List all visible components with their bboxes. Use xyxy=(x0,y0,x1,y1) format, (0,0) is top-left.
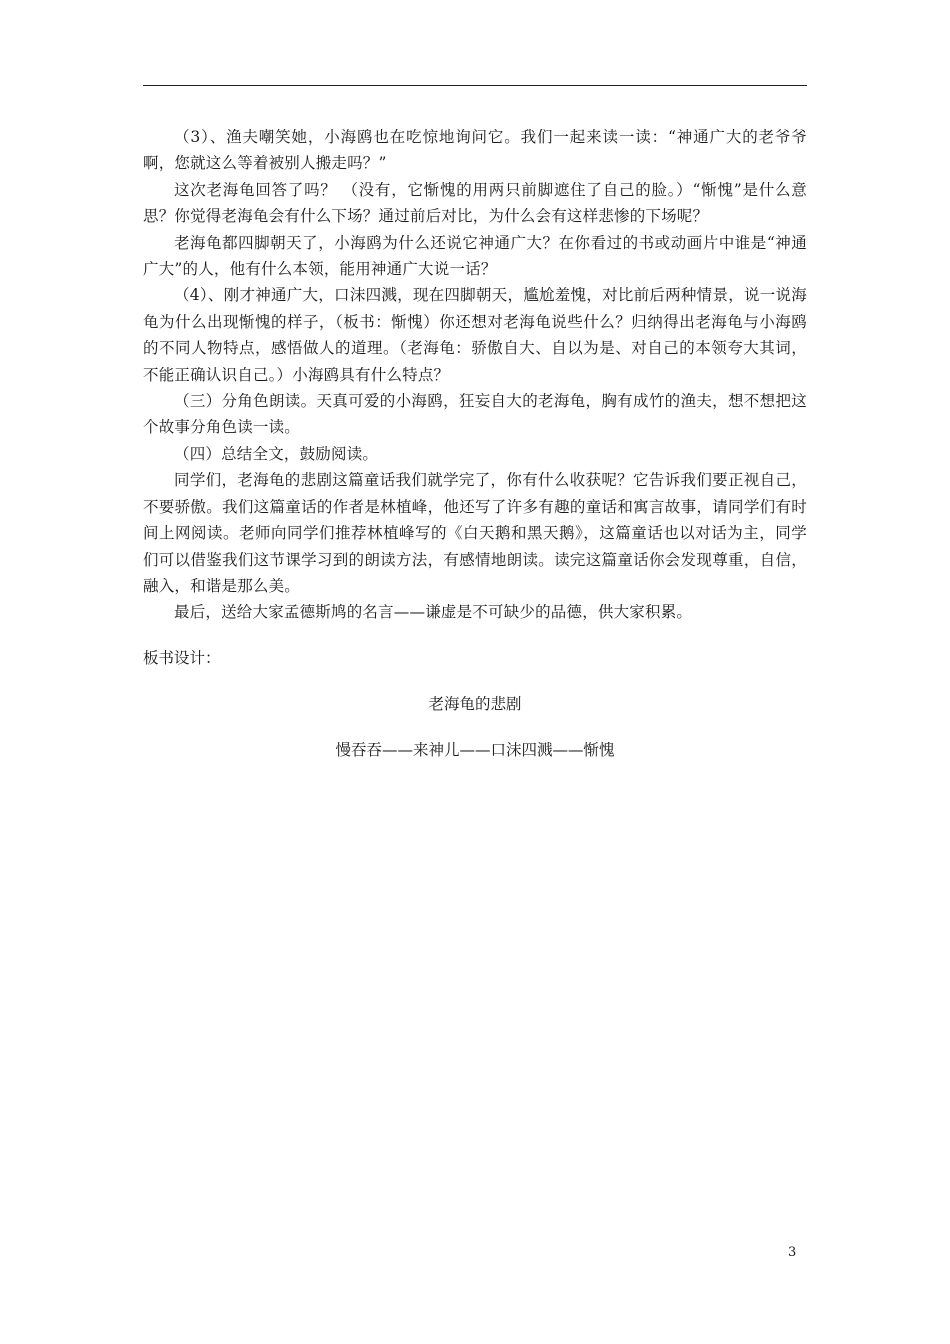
paragraph-shame-question: 这次老海龟回答了吗？ （没有，它惭愧的用两只前脚遮住了自己的脸。）“惭愧”是什么意思？你觉得老海龟会有什么下场？通过前后对比，为什么会有这样悲惨的下场呢？ xyxy=(143,180,807,226)
page-number: 3 xyxy=(788,1245,797,1260)
document-body xyxy=(143,124,807,763)
paragraph-closing-quote: 最后，送给大家孟德斯鸠的名言——谦虚是不可缺少的品德，供大家积累。 xyxy=(174,603,693,622)
board-design-label: 板书设计： xyxy=(143,648,221,667)
board-design-sequence: 慢吞吞——来神儿——口沫四溅——惭愧 xyxy=(335,740,615,759)
paragraph-summary: 同学们，老海龟的悲剧这篇童话我们就学完了，你有什么收获呢？它告诉我们要正视自己，不要骄傲。我们这篇童话的作者是林植峰，他还写了许多有趣的童话和寓言故事，请同学们有时间上网阅读。老师向同学们推荐林植峰写的《白天鹅和黑天鹅》，这篇童话也以对话为主，同学们可以借鉴我们这节课学习到的朗读方法，有感情地朗读。读完这篇童话你会发现尊重，自信，融入，和谐是那么美。 xyxy=(143,471,807,595)
paragraph-reading-4: （4）、刚才神通广大，口沫四溅，现在四脚朝天，尴尬羞愧，对比前后两种情景，说一说海龟为什么出现惭愧的样子，（板书：惭愧）你还想对老海龟说些什么？归纳得出老海龟与小海鸥的不同人物特点，感悟做人的道理。（老海龟：骄傲自大、自以为是、对自己的本领夸大其词，不能正确认识自己。）小海鸥具有什么特点？ xyxy=(143,286,807,384)
paragraph-reading-3: （3）、渔夫嘲笑她，小海鸥也在吃惊地询问它。我们一起来读一读：“神通广大的老爷爷啊，您就这么等着被别人搬走吗？” xyxy=(143,128,807,173)
board-design-title: 老海龟的悲剧 xyxy=(428,694,522,713)
header-rule xyxy=(143,85,807,86)
paragraph-role-reading: （三）分角色朗读。天真可爱的小海鸥，狂妄自大的老海龟，胸有成竹的渔夫，想不想把这个故事分角色读一读。 xyxy=(143,392,807,437)
paragraph-powerful-question: 老海龟都四脚朝天了，小海鸥为什么还说它神通广大？在你看过的书或动画片中谁是“神通广大”的人，他有什么本领，能用神通广大说一话？ xyxy=(143,233,807,279)
paragraph-summary-heading: （四）总结全文，鼓励阅读。 xyxy=(174,444,379,463)
